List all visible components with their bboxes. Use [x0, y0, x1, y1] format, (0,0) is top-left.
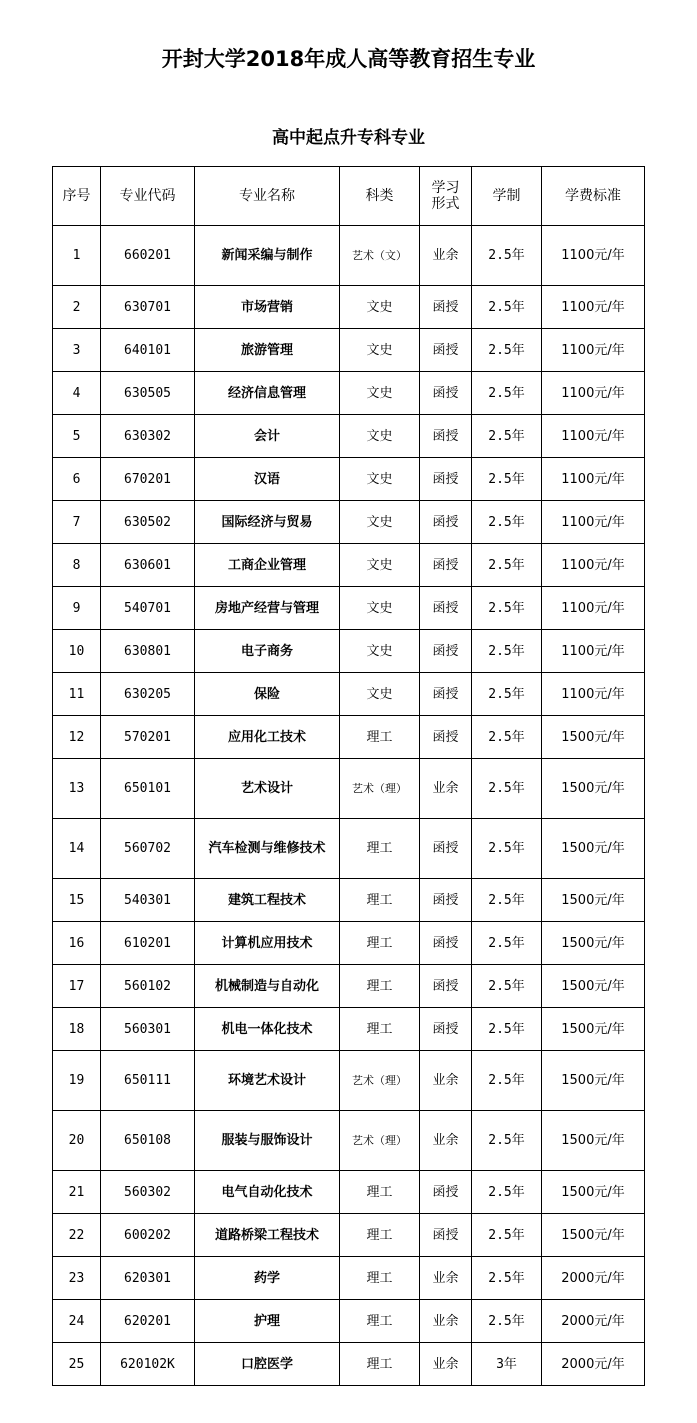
row-study-form: 业余: [420, 1343, 472, 1386]
row-major-code: 560302: [101, 1171, 195, 1214]
table-row: [53, 372, 645, 415]
row-study-form: 函授: [420, 965, 472, 1008]
row-duration: 2.5年: [472, 415, 542, 458]
table-row: [53, 759, 645, 819]
row-duration: 2.5年: [472, 286, 542, 329]
row-major-code: 620102K: [101, 1343, 195, 1386]
row-major-name: 国际经济与贸易: [195, 501, 340, 544]
row-major-name: 工商企业管理: [195, 544, 340, 587]
row-category: 文史: [340, 415, 420, 458]
row-tuition: 1500元/年: [542, 1111, 645, 1171]
row-study-form: 函授: [420, 716, 472, 759]
row-major-code: 650101: [101, 759, 195, 819]
row-major-name: 电子商务: [195, 630, 340, 673]
page-title: 开封大学2018年成人高等教育招生专业: [161, 47, 536, 71]
row-duration: 2.5年: [472, 458, 542, 501]
row-major-code: 560301: [101, 1008, 195, 1051]
row-major-code: 630601: [101, 544, 195, 587]
row-tuition: 2000元/年: [542, 1257, 645, 1300]
row-study-form: 函授: [420, 458, 472, 501]
row-category: 文史: [340, 286, 420, 329]
row-serial-number: 20: [53, 1111, 101, 1171]
table-row: [53, 1343, 645, 1386]
row-tuition: 1100元/年: [542, 630, 645, 673]
table-row: [53, 1214, 645, 1257]
header-serial-number: 序号: [53, 167, 101, 226]
table-row: [53, 286, 645, 329]
row-study-form: 函授: [420, 286, 472, 329]
row-category: 艺术（理）: [340, 759, 420, 819]
row-serial-number: 19: [53, 1051, 101, 1111]
row-category: 文史: [340, 587, 420, 630]
row-tuition: 1100元/年: [542, 501, 645, 544]
row-tuition: 1500元/年: [542, 819, 645, 879]
row-category: 理工: [340, 819, 420, 879]
row-duration: 2.5年: [472, 965, 542, 1008]
header-category: 科类: [340, 167, 420, 226]
row-major-code: 600202: [101, 1214, 195, 1257]
table-row: [53, 819, 645, 879]
row-study-form: 函授: [420, 372, 472, 415]
row-category: 文史: [340, 544, 420, 587]
row-duration: 2.5年: [472, 587, 542, 630]
row-duration: 2.5年: [472, 1257, 542, 1300]
row-category: 理工: [340, 1008, 420, 1051]
row-duration: 2.5年: [472, 1051, 542, 1111]
header-major-name: 专业名称: [195, 167, 340, 226]
row-duration: 2.5年: [472, 1171, 542, 1214]
row-serial-number: 21: [53, 1171, 101, 1214]
row-major-code: 560102: [101, 965, 195, 1008]
row-major-code: 650111: [101, 1051, 195, 1111]
row-major-code: 630701: [101, 286, 195, 329]
row-major-code: 640101: [101, 329, 195, 372]
table-row: [53, 630, 645, 673]
row-study-form: 业余: [420, 1257, 472, 1300]
row-major-code: 620301: [101, 1257, 195, 1300]
row-major-code: 560702: [101, 819, 195, 879]
row-major-name: 保险: [195, 673, 340, 716]
row-serial-number: 23: [53, 1257, 101, 1300]
row-category: 理工: [340, 716, 420, 759]
table-row: [53, 879, 645, 922]
row-tuition: 1100元/年: [542, 286, 645, 329]
table-row: [53, 458, 645, 501]
row-duration: 2.5年: [472, 630, 542, 673]
row-category: 文史: [340, 630, 420, 673]
row-major-name: 新闻采编与制作: [195, 226, 340, 286]
row-tuition: 1500元/年: [542, 1051, 645, 1111]
row-serial-number: 11: [53, 673, 101, 716]
row-major-name: 应用化工技术: [195, 716, 340, 759]
row-serial-number: 2: [53, 286, 101, 329]
row-tuition: 2000元/年: [542, 1343, 645, 1386]
row-major-name: 服装与服饰设计: [195, 1111, 340, 1171]
row-major-name: 旅游管理: [195, 329, 340, 372]
row-serial-number: 16: [53, 922, 101, 965]
row-serial-number: 9: [53, 587, 101, 630]
row-study-form: 业余: [420, 759, 472, 819]
table-row: [53, 329, 645, 372]
row-duration: 2.5年: [472, 226, 542, 286]
row-serial-number: 12: [53, 716, 101, 759]
row-duration: 2.5年: [472, 673, 542, 716]
table-row: [53, 1171, 645, 1214]
row-tuition: 1500元/年: [542, 1008, 645, 1051]
row-category: 文史: [340, 329, 420, 372]
row-major-name: 计算机应用技术: [195, 922, 340, 965]
row-serial-number: 15: [53, 879, 101, 922]
row-major-name: 道路桥梁工程技术: [195, 1214, 340, 1257]
row-duration: 2.5年: [472, 1008, 542, 1051]
row-duration: 2.5年: [472, 819, 542, 879]
row-tuition: 1100元/年: [542, 458, 645, 501]
row-study-form: 函授: [420, 630, 472, 673]
table-row: [53, 922, 645, 965]
row-study-form: 业余: [420, 226, 472, 286]
row-study-form: 函授: [420, 673, 472, 716]
row-tuition: 1100元/年: [542, 226, 645, 286]
row-category: 理工: [340, 922, 420, 965]
row-study-form: 函授: [420, 415, 472, 458]
row-major-name: 经济信息管理: [195, 372, 340, 415]
row-major-name: 房地产经营与管理: [195, 587, 340, 630]
row-major-name: 药学: [195, 1257, 340, 1300]
table-row: [53, 587, 645, 630]
row-study-form: 函授: [420, 587, 472, 630]
row-tuition: 1100元/年: [542, 544, 645, 587]
row-serial-number: 22: [53, 1214, 101, 1257]
row-major-name: 机电一体化技术: [195, 1008, 340, 1051]
row-tuition: 1500元/年: [542, 922, 645, 965]
table-row: [53, 1008, 645, 1051]
row-tuition: 1500元/年: [542, 965, 645, 1008]
row-major-name: 口腔医学: [195, 1343, 340, 1386]
row-major-name: 艺术设计: [195, 759, 340, 819]
row-serial-number: 8: [53, 544, 101, 587]
row-tuition: 1500元/年: [542, 1171, 645, 1214]
row-major-code: 630302: [101, 415, 195, 458]
row-tuition: 1100元/年: [542, 329, 645, 372]
row-duration: 2.5年: [472, 1111, 542, 1171]
header-duration: 学制: [472, 167, 542, 226]
table-body: [53, 226, 645, 1386]
row-major-name: 建筑工程技术: [195, 879, 340, 922]
row-major-code: 540701: [101, 587, 195, 630]
row-serial-number: 24: [53, 1300, 101, 1343]
row-major-code: 630801: [101, 630, 195, 673]
table-row: [53, 1300, 645, 1343]
row-tuition: 1100元/年: [542, 587, 645, 630]
row-duration: 2.5年: [472, 501, 542, 544]
row-study-form: 函授: [420, 544, 472, 587]
row-duration: 2.5年: [472, 544, 542, 587]
row-study-form: 函授: [420, 329, 472, 372]
row-duration: 2.5年: [472, 716, 542, 759]
row-major-name: 护理: [195, 1300, 340, 1343]
row-major-code: 570201: [101, 716, 195, 759]
row-major-name: 汽车检测与维修技术: [195, 819, 340, 879]
row-major-name: 环境艺术设计: [195, 1051, 340, 1111]
row-serial-number: 4: [53, 372, 101, 415]
row-serial-number: 5: [53, 415, 101, 458]
row-study-form: 函授: [420, 879, 472, 922]
row-study-form: 业余: [420, 1051, 472, 1111]
row-study-form: 函授: [420, 819, 472, 879]
row-category: 理工: [340, 1257, 420, 1300]
row-serial-number: 7: [53, 501, 101, 544]
row-serial-number: 18: [53, 1008, 101, 1051]
row-duration: 2.5年: [472, 1300, 542, 1343]
row-category: 理工: [340, 965, 420, 1008]
row-duration: 2.5年: [472, 879, 542, 922]
header-major-code: 专业代码: [101, 167, 195, 226]
row-category: 文史: [340, 458, 420, 501]
row-duration: 2.5年: [472, 1214, 542, 1257]
row-category: 理工: [340, 1343, 420, 1386]
table-row: [53, 716, 645, 759]
table-row: [53, 501, 645, 544]
row-major-name: 汉语: [195, 458, 340, 501]
row-serial-number: 14: [53, 819, 101, 879]
row-category: 文史: [340, 673, 420, 716]
row-tuition: 2000元/年: [542, 1300, 645, 1343]
row-tuition: 1500元/年: [542, 716, 645, 759]
table-row: [53, 226, 645, 286]
row-tuition: 1100元/年: [542, 415, 645, 458]
row-tuition: 1500元/年: [542, 879, 645, 922]
row-serial-number: 17: [53, 965, 101, 1008]
header-tuition: 学费标准: [542, 167, 645, 226]
row-serial-number: 13: [53, 759, 101, 819]
row-category: 艺术（理）: [340, 1051, 420, 1111]
row-major-name: 电气自动化技术: [195, 1171, 340, 1214]
table-header-row: [53, 167, 645, 226]
table-row: [53, 1111, 645, 1171]
row-duration: 2.5年: [472, 922, 542, 965]
row-major-code: 540301: [101, 879, 195, 922]
table-row: [53, 1051, 645, 1111]
row-serial-number: 1: [53, 226, 101, 286]
row-category: 理工: [340, 1214, 420, 1257]
table-row: [53, 673, 645, 716]
row-category: 艺术（文）: [340, 226, 420, 286]
row-category: 理工: [340, 1171, 420, 1214]
row-category: 文史: [340, 501, 420, 544]
table-row: [53, 965, 645, 1008]
row-duration: 2.5年: [472, 329, 542, 372]
row-major-code: 670201: [101, 458, 195, 501]
row-tuition: 1500元/年: [542, 1214, 645, 1257]
row-major-name: 市场营销: [195, 286, 340, 329]
row-duration: 3年: [472, 1343, 542, 1386]
row-major-code: 620201: [101, 1300, 195, 1343]
row-study-form: 函授: [420, 1008, 472, 1051]
row-serial-number: 6: [53, 458, 101, 501]
row-major-code: 630505: [101, 372, 195, 415]
row-major-code: 650108: [101, 1111, 195, 1171]
table-row: [53, 544, 645, 587]
row-tuition: 1100元/年: [542, 372, 645, 415]
row-serial-number: 25: [53, 1343, 101, 1386]
majors-table: [52, 166, 645, 1386]
row-major-code: 630205: [101, 673, 195, 716]
table-subtitle: 高中起点升专科专业: [272, 128, 425, 148]
table-row: [53, 1257, 645, 1300]
header-study-form: 学习形式: [420, 167, 472, 226]
row-duration: 2.5年: [472, 759, 542, 819]
row-study-form: 函授: [420, 922, 472, 965]
row-major-code: 630502: [101, 501, 195, 544]
row-tuition: 1100元/年: [542, 673, 645, 716]
row-major-code: 660201: [101, 226, 195, 286]
row-serial-number: 3: [53, 329, 101, 372]
row-study-form: 业余: [420, 1111, 472, 1171]
row-study-form: 业余: [420, 1300, 472, 1343]
row-study-form: 函授: [420, 1214, 472, 1257]
row-category: 理工: [340, 1300, 420, 1343]
table-row: [53, 415, 645, 458]
row-category: 艺术（理）: [340, 1111, 420, 1171]
row-serial-number: 10: [53, 630, 101, 673]
row-tuition: 1500元/年: [542, 759, 645, 819]
row-duration: 2.5年: [472, 372, 542, 415]
row-major-name: 会计: [195, 415, 340, 458]
row-study-form: 函授: [420, 501, 472, 544]
row-major-name: 机械制造与自动化: [195, 965, 340, 1008]
row-category: 文史: [340, 372, 420, 415]
row-study-form: 函授: [420, 1171, 472, 1214]
row-category: 理工: [340, 879, 420, 922]
row-major-code: 610201: [101, 922, 195, 965]
